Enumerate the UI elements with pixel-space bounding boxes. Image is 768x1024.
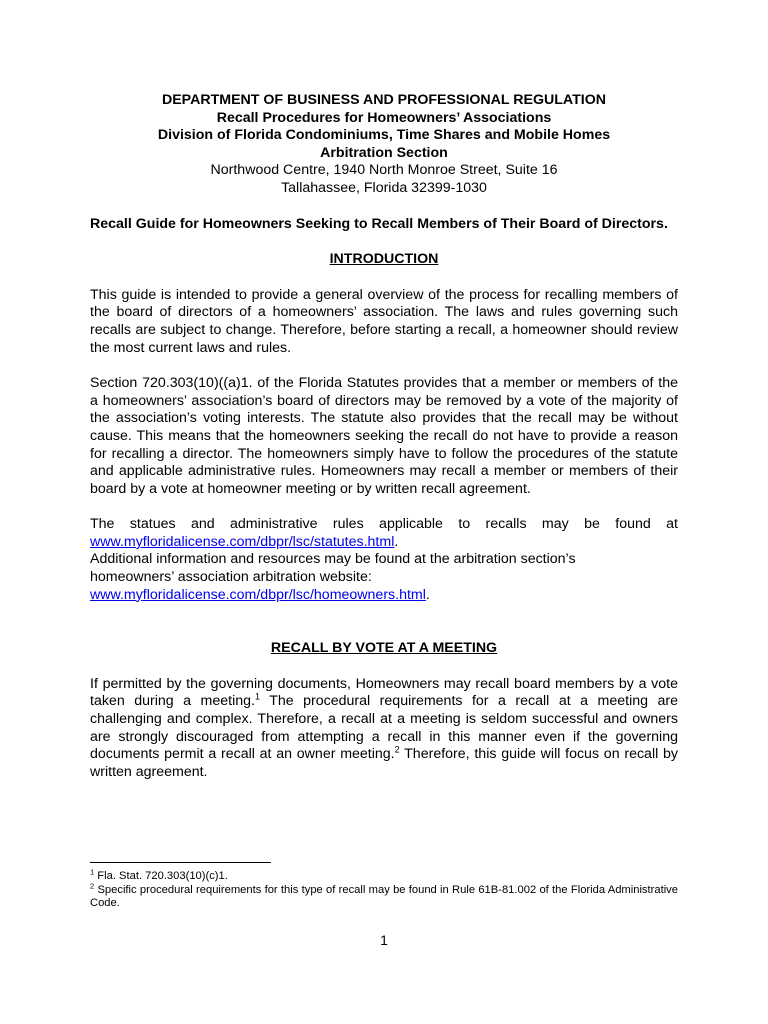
statutes-period: . (394, 533, 399, 550)
homeowners-link[interactable]: www.myfloridalicense.com/dbpr/lsc/homeowners.html (90, 586, 426, 603)
recall-text-a: If permitted by the governing documents, Homeowners may recall board members by a vote taken during a meeting. (90, 675, 678, 710)
homeowners-period: . (425, 586, 430, 603)
footnote-1-text: Fla. Stat. 720.303(10)(c)1. (94, 870, 228, 882)
intro-paragraph-2: Section 720.303(10)((a)1. of the Florida Statutes provides that a member or members of the a homeowners’ association’s board of directors may be removed by a vote of the majority of the association’s voting interests. The statute also provides that the recall may be without cause. This means that the homeowners seeking the recall do not have to provide a reason for recalling a director. The homeowners simply have to follow the procedures of the statute and applicable administrative rules. Homeowners may recall a member or members of their board by a vote at homeowner meeting or by written recall agreement. (90, 375, 678, 497)
document-header (90, 92, 678, 198)
guide-title: Recall Guide for Homeowners Seeking to Recall Members of Their Board of Directors. (90, 215, 668, 232)
footnote-2 (90, 880, 678, 911)
page-number: 1 (380, 932, 388, 948)
intro-paragraph-4 (90, 551, 678, 604)
intro-paragraph-1: This guide is intended to provide a general overview of the process for recalling members of the board of directors of a homeowners’ association. The laws and rules governing such recalls are subject to change. Therefore, before starting a recall, a homeowner should review the most current laws and rules. (90, 286, 678, 356)
footnotes (90, 867, 678, 911)
recall-meeting-paragraph (90, 676, 678, 782)
introduction-heading: INTRODUCTION (329, 251, 439, 268)
department-title: DEPARTMENT OF BUSINESS AND PROFESSIONAL REGULATION (161, 92, 607, 108)
footnote-2-number: 2 (90, 880, 95, 890)
footnote-1-number: 1 (90, 867, 95, 877)
division-title: Division of Florida Condominiums, Time Shares and Mobile Homes (157, 127, 611, 144)
statutes-text: The statues and administrative rules applicable to recalls may be found at (90, 516, 678, 533)
additional-info-line1: Additional information and resources may be found at the arbitration section’s (90, 551, 576, 568)
section-title: Arbitration Section (320, 144, 448, 161)
document-page (90, 92, 678, 781)
intro-paragraph-3 (90, 516, 678, 551)
statutes-link[interactable]: www.myfloridalicense.com/dbpr/lsc/statutes.html (90, 533, 395, 550)
address-city: Tallahassee, Florida 32399-1030 (281, 179, 487, 196)
recall-text-b: The procedural requirements for a recall at a meeting are challenging and complex. Therefore, a recall at a meeting is seldom successful and owners are strongly discouraged from attempting a recall in this manner even if the governing documents permit a recall at an owner meeting. (90, 693, 679, 763)
footnote-ref-2[interactable]: 2 (394, 744, 400, 755)
footnote-2-text: Specific procedural requirements for this type of recall may be found in Rule 61B-81.002 of the Florida Administrative Code. (90, 883, 678, 910)
recall-text-c: Therefore, this guide will focus on recall by written agreement. (90, 746, 678, 780)
address-street: Northwood Centre, 1940 North Monroe Street, Suite 16 (210, 162, 558, 179)
recall-meeting-heading: RECALL BY VOTE AT A MEETING (270, 640, 498, 657)
document-title: Recall Procedures for Homeowners’ Associations (216, 109, 552, 126)
footnote-ref-1[interactable]: 1 (254, 691, 260, 702)
additional-info-line2: homeowners’ association arbitration website: (90, 569, 372, 586)
footnote-1 (90, 867, 678, 884)
footnote-divider (90, 862, 271, 863)
